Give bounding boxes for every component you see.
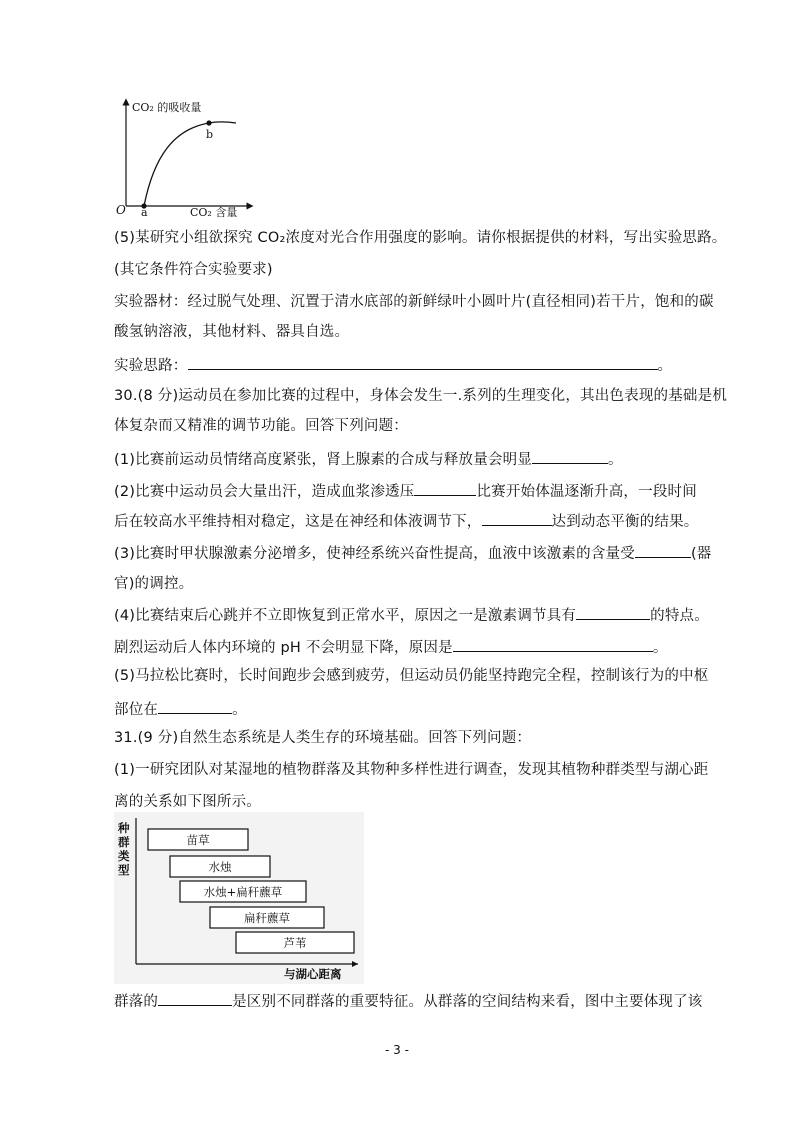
q30-part1-blank[interactable] bbox=[532, 448, 608, 464]
q30-part5-blank[interactable] bbox=[158, 698, 232, 714]
community-chart-svg bbox=[114, 812, 364, 984]
point-b-marker bbox=[206, 120, 211, 125]
q30-part4-text-c: 剧烈运动后人体内环境的 pH 不会明显下降，原因是 bbox=[114, 640, 453, 656]
y-axis-label: CO₂ 的吸收量 bbox=[132, 101, 202, 114]
q30-part4-line2 bbox=[114, 636, 668, 658]
q30-part4-blank2[interactable] bbox=[453, 636, 653, 652]
x-axis-label: 与湖心距离 bbox=[284, 967, 342, 981]
q30-part3-text-b: (器 bbox=[690, 546, 712, 562]
y-axis-label-char2: 群 bbox=[118, 835, 130, 849]
point-b-label: b bbox=[206, 128, 214, 141]
q30-part5-line1: (5)马拉松比赛时，长时间跑步会感到疲劳，但运动员仍能坚持跑完全程，控制该行为的中枢 bbox=[114, 668, 709, 684]
q30-part1 bbox=[114, 448, 623, 470]
q31-intro: 31.(9 分)自然生态系统是人类生存的环境基础。回答下列问题： bbox=[114, 730, 532, 746]
q5-line5-prefix: 实验思路： bbox=[114, 358, 188, 374]
q5-line3: 实验器材：经过脱气处理、沉置于清水底部的新鲜绿叶小圆叶片(直径相同)若干片，饱和的碳 bbox=[114, 294, 714, 310]
q30-part5-text-b: 部位在 bbox=[114, 702, 159, 718]
q30-intro1: 30.(8 分)运动员在参加比赛的过程中，身体会发生一.系列的生理变化，其出色表现的基础是机 bbox=[114, 388, 728, 404]
q30-part2-line2 bbox=[114, 510, 699, 532]
q30-part4-text-d: 。 bbox=[652, 640, 668, 656]
q30-part3-line1 bbox=[114, 542, 712, 564]
y-axis-label-char1: 种 bbox=[118, 821, 130, 835]
q30-part2-line1 bbox=[114, 480, 697, 502]
y-axis-label-char4: 型 bbox=[118, 863, 130, 877]
q30-part2-blank2[interactable] bbox=[482, 510, 552, 526]
point-a-label: a bbox=[141, 206, 148, 219]
q5-line1: (5)某研究小组欲探究 CO₂浓度对光合作用强度的影响。请你根据提供的材料，写出实验思路。 bbox=[114, 230, 727, 246]
q30-part3-blank[interactable] bbox=[635, 542, 691, 558]
q31-last-text-b: 是区别不同群落的重要特征。从群落的空间结构来看，图中主要体现了该 bbox=[232, 994, 703, 1010]
q30-part4-text-a: (4)比赛结束后心跳并不立即恢复到正常水平，原因之一是激素调节具有 bbox=[114, 608, 577, 624]
x-axis-label: CO₂ 含量 bbox=[190, 206, 238, 219]
band-label-2: 水烛 bbox=[208, 860, 232, 874]
q30-part2-text-b: 比赛开始体温逐渐升高，一段时间 bbox=[476, 484, 697, 500]
q30-part2-text-c: 后在较高水平维持相对稳定，这是在神经和体液调节下， bbox=[114, 514, 482, 530]
q30-part2-text-a: (2)比赛中运动员会大量出汗，造成血浆渗透压 bbox=[114, 484, 415, 500]
q30-part3-text-a: (3)比赛时甲状腺激素分泌增多，使神经系统兴奋性提高，血液中该激素的含量受 bbox=[114, 546, 635, 562]
origin-label: O bbox=[116, 203, 126, 217]
q30-part3-line2: 官)的调控。 bbox=[114, 576, 194, 592]
q31-part1-line1: (1)一研究团队对某湿地的植物群落及其物种多样性进行调查，发现其植物种群类型与湖心距 bbox=[114, 762, 709, 778]
q30-part1-end: 。 bbox=[608, 452, 623, 468]
q30-part2-blank1[interactable] bbox=[414, 480, 476, 496]
page-number: - 3 - bbox=[385, 1043, 409, 1057]
q30-part4-text-b: 的特点。 bbox=[650, 608, 709, 624]
q31-last-line bbox=[114, 990, 703, 1012]
community-distribution-figure bbox=[114, 812, 364, 984]
q31-blank[interactable] bbox=[158, 990, 232, 1006]
q31-part1-line2: 离的关系如下图所示。 bbox=[114, 794, 261, 810]
q30-part2-text-d: 达到动态平衡的结果。 bbox=[551, 514, 699, 530]
absorption-curve bbox=[144, 122, 236, 206]
q5-line5-suffix: 。 bbox=[657, 358, 673, 374]
band-label-4: 扁秆藨草 bbox=[244, 911, 290, 925]
co2-absorption-figure bbox=[114, 96, 254, 220]
q30-part4-blank1[interactable] bbox=[576, 604, 650, 620]
q30-part4-line1 bbox=[114, 604, 709, 626]
q5-line5 bbox=[114, 354, 672, 376]
band-label-1: 苗草 bbox=[186, 833, 210, 847]
co2-curve-svg bbox=[114, 96, 254, 220]
q5-answer-blank[interactable] bbox=[188, 354, 658, 370]
q31-last-text-a: 群落的 bbox=[114, 994, 159, 1010]
y-axis-label-char3: 类 bbox=[118, 849, 130, 863]
band-label-3: 水烛+扁秆藨草 bbox=[203, 885, 283, 899]
q30-part1-text: (1)比赛前运动员情绪高度紧张，肾上腺素的合成与释放量会明显 bbox=[114, 452, 533, 468]
q30-intro2: 体复杂而又精准的调节功能。回答下列问题： bbox=[114, 418, 408, 434]
band-label-5: 芦苇 bbox=[283, 936, 307, 950]
q5-line4: 酸氢钠溶液，其他材料、器具自选。 bbox=[114, 324, 350, 340]
q5-line2: (其它条件符合实验要求) bbox=[114, 262, 273, 278]
q30-part5-line2 bbox=[114, 698, 247, 720]
q30-part5-text-c: 。 bbox=[232, 702, 247, 718]
